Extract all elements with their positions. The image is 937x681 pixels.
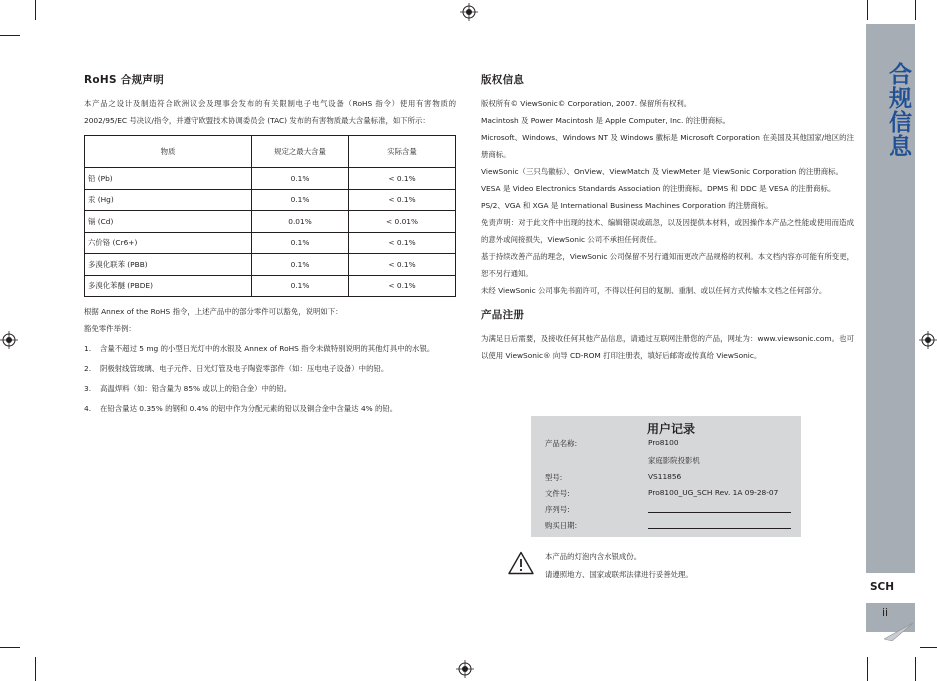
warning-line: 请遵照地方、国家或联邦法律进行妥善处理。 xyxy=(545,570,693,579)
substance-cell: 多溴化联苯 (PBB) xyxy=(85,254,252,276)
copyright-paragraph: PS/2、VGA 和 XGA 是 International Business Machines Corporation 的注册商标。 xyxy=(481,201,773,210)
exemption-list xyxy=(84,341,456,417)
actual-content-cell: < 0.1% xyxy=(349,232,456,254)
list-number: 4. xyxy=(84,404,92,413)
max-content-cell: 0.1% xyxy=(252,232,349,254)
registration-text: 为满足日后需要，及接收任何其他产品信息，请通过互联网注册您的产品，网址为：www.viewsonic.com。也可以使用 ViewSonic® 向导 CD-ROM 打印注册表，填好后邮寄或传真给 ViewSonic。 xyxy=(481,334,854,360)
copyright-paragraph: Microsoft、Windows、Windows NT 及 Windows 徽标是 Microsoft Corporation 在美国及其他国家/地区的注册商标。 xyxy=(481,133,854,159)
crop-mark xyxy=(915,657,916,681)
max-content-cell: 0.1% xyxy=(252,275,349,297)
max-content-cell: 0.1% xyxy=(252,189,349,211)
record-label: 序列号: xyxy=(545,505,570,514)
table-row xyxy=(85,189,456,211)
page-number: ii xyxy=(882,606,889,619)
table-header-cell: 规定之最大含量 xyxy=(252,136,349,168)
exempt-title: 豁免零件举例： xyxy=(84,324,136,333)
max-content-cell: 0.1% xyxy=(252,168,349,190)
table-row xyxy=(85,168,456,190)
crop-mark xyxy=(867,657,868,681)
table-row xyxy=(85,275,456,297)
crop-mark xyxy=(867,0,868,20)
max-content-cell: 0.01% xyxy=(252,211,349,233)
table-row xyxy=(85,232,456,254)
table-header-row xyxy=(85,136,456,168)
rohs-table xyxy=(84,135,456,297)
record-value: VS11856 xyxy=(648,472,682,481)
record-label: 文件号: xyxy=(545,489,570,498)
crop-mark xyxy=(0,35,20,36)
purchase-date-field[interactable] xyxy=(648,528,791,529)
actual-content-cell: < 0.1% xyxy=(349,254,456,276)
copyright-paragraph: ViewSonic（三只鸟徽标）、OnView、ViewMatch 及 ViewMeter 是 ViewSonic Corporation 的注册商标。 xyxy=(481,167,843,176)
actual-content-cell: < 0.1% xyxy=(349,275,456,297)
registration-heading: 产品注册 xyxy=(481,309,525,321)
list-text: 高温焊料（如：铅含量为 85% 或以上的铅合金）中的铅。 xyxy=(100,384,292,393)
substance-cell: 六价铬 (Cr6+) xyxy=(85,232,252,254)
copyright-section xyxy=(481,72,854,364)
substance-cell: 镉 (Cd) xyxy=(85,211,252,233)
warning-line: 本产品的灯泡内含水银成份。 xyxy=(545,552,642,561)
crop-mark xyxy=(35,0,36,20)
record-label: 产品名称: xyxy=(545,439,578,448)
copyright-paragraph: 未经 ViewSonic 公司事先书面许可，不得以任何目的复制、重制、或以任何方式传输本文档之任何部分。 xyxy=(481,286,827,295)
list-item xyxy=(84,381,456,397)
table-header-cell: 物质 xyxy=(85,136,252,168)
crop-mark xyxy=(915,0,916,20)
crop-mark xyxy=(35,657,36,681)
record-value: Pro8100_UG_SCH Rev. 1A 09-28-07 xyxy=(648,488,779,497)
substance-cell: 汞 (Hg) xyxy=(85,189,252,211)
record-row xyxy=(545,438,795,454)
actual-content-cell: < 0.1% xyxy=(349,168,456,190)
rohs-heading: RoHS 合规声明 xyxy=(84,74,165,86)
list-number: 2. xyxy=(84,364,92,373)
user-record-box xyxy=(531,416,801,537)
rohs-intro: 本产品之设计及制造符合欧洲议会及理事会发布的有关限制电子电气设备（RoHS 指令）使用有害物质的 2002/95/EC 号决议/指令，并遵守欧盟技术协调委员会 (TAC) 发布的有害物质最大含量标准，如下所示： xyxy=(84,99,456,125)
list-item xyxy=(84,341,456,357)
warning-text xyxy=(545,548,693,584)
record-row xyxy=(545,504,795,520)
crop-mark xyxy=(920,647,937,648)
copyright-paragraph: Macintosh 及 Power Macintosh 是 Apple Computer, Inc. 的注册商标。 xyxy=(481,116,730,125)
list-item xyxy=(84,361,456,377)
copyright-paragraph: VESA 是 Video Electronics Standards Association 的注册商标。DPMS 和 DDC 是 VESA 的注册商标。 xyxy=(481,184,836,193)
record-row xyxy=(545,488,795,504)
table-row xyxy=(85,211,456,233)
rohs-section xyxy=(84,72,456,421)
page-corner-icon xyxy=(884,623,913,641)
table-row xyxy=(85,254,456,276)
language-label: SCH xyxy=(870,581,895,593)
max-content-cell: 0.1% xyxy=(252,254,349,276)
registration-mark-icon xyxy=(0,331,18,349)
copyright-paragraph: 免责声明：对于此文件中出现的技术、编辑错误或疏忽，以及因提供本材料，或因操作本产品之性能或使用而造成的意外或间接损失，ViewSonic 公司不承担任何责任。 xyxy=(481,218,854,244)
actual-content-cell: < 0.01% xyxy=(349,211,456,233)
record-row xyxy=(545,472,795,488)
registration-mark-icon xyxy=(460,3,478,21)
copyright-heading: 版权信息 xyxy=(481,74,525,86)
list-item xyxy=(84,401,456,417)
record-row xyxy=(545,455,795,471)
copyright-paragraph: 基于持续改善产品的理念，ViewSonic 公司保留不另行通知而更改产品规格的权利。本文档内容亦可能有所变更，恕不另行通知。 xyxy=(481,252,854,278)
record-value: 家庭影院投影机 xyxy=(648,456,700,465)
record-title: 用户记录 xyxy=(647,422,696,436)
sidebar-title: 合规信息 xyxy=(885,62,911,158)
substance-cell: 多溴化苯醚 (PBDE) xyxy=(85,275,252,297)
copyright-paragraph: 版权所有© ViewSonic© Corporation, 2007. 保留所有权利。 xyxy=(481,99,692,108)
serial-number-field[interactable] xyxy=(648,512,791,513)
record-row xyxy=(545,520,795,536)
record-label: 购买日期: xyxy=(545,521,578,530)
list-number: 1. xyxy=(84,344,92,353)
actual-content-cell: < 0.1% xyxy=(349,189,456,211)
warning-triangle-icon xyxy=(508,551,534,575)
list-text: 阴极射线管玻璃、电子元件、日光灯管及电子陶瓷零部件（如：压电电子设备）中的铅。 xyxy=(100,364,389,373)
record-value: Pro8100 xyxy=(648,438,679,447)
substance-cell: 铅 (Pb) xyxy=(85,168,252,190)
table-header-cell: 实际含量 xyxy=(349,136,456,168)
list-text: 在铅含量达 0.35% 的钢和 0.4% 的铝中作为分配元素的铅以及铜合金中含量达 4% 的铅。 xyxy=(100,404,398,413)
list-number: 3. xyxy=(84,384,92,393)
list-text: 含量不超过 5 mg 的小型日光灯中的水银及 Annex of RoHS 指令未做特别说明的其他灯具中的水银。 xyxy=(100,344,435,353)
exempt-intro: 根据 Annex of the RoHS 指令，上述产品中的部分零件可以豁免，说明如下： xyxy=(84,307,343,316)
registration-mark-icon xyxy=(456,660,474,678)
crop-mark xyxy=(0,647,20,648)
registration-mark-icon xyxy=(919,331,937,349)
sidebar-tab xyxy=(866,24,915,632)
record-label: 型号: xyxy=(545,473,563,482)
